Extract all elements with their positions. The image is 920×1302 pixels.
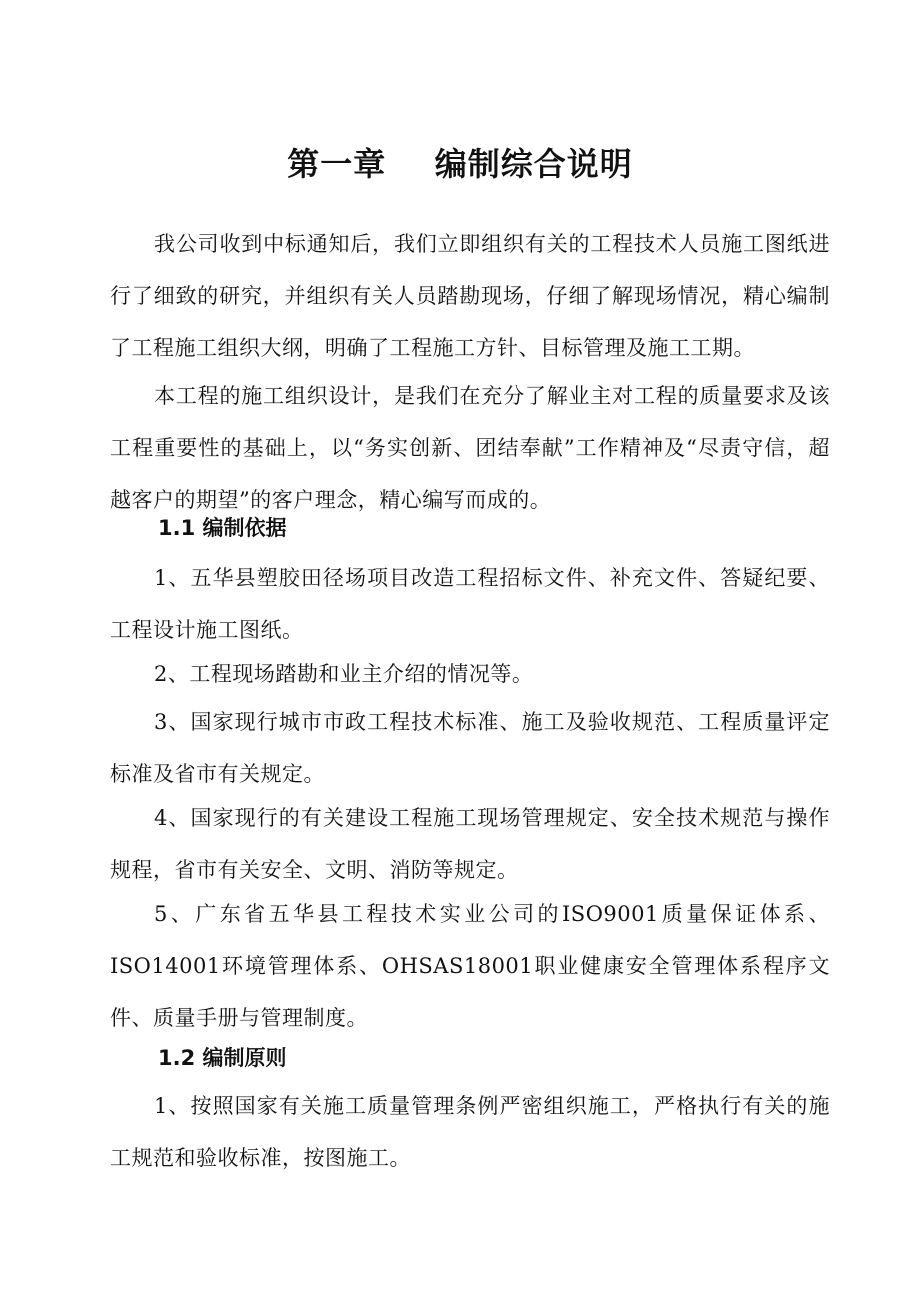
principle-item-1: 1、按照国家有关施工质量管理条例严密组织施工，严格执行有关的施工规范和验收标准，按图施工。 bbox=[110, 1094, 830, 1170]
basis-item-5: 5、广东省五华县工程技术实业公司的ISO9001质量保证体系、ISO14001环境管理体系、OHSAS18001职业健康安全管理体系程序文件、质量手册与管理制度。 bbox=[110, 902, 830, 1030]
basis-item-3: 3、国家现行城市市政工程技术标准、施工及验收规范、工程质量评定标准及省市有关规定。 bbox=[110, 710, 830, 786]
intro-paragraph-2: 本工程的施工组织设计，是我们在充分了解业主对工程的质量要求及该工程重要性的基础上，以“务实创新、团结奉献”工作精神及“尽责守信，超越客户的期望”的客户理念，精心编写而成的。 bbox=[110, 384, 830, 512]
intro-paragraph-1: 我公司收到中标通知后，我们立即组织有关的工程技术人员施工图纸进行了细致的研究，并组织有关人员踏勘现场，仔细了解现场情况，精心编制了工程施工组织大纲，明确了工程施工方针、目标管理及施工工期。 bbox=[110, 232, 830, 360]
section-heading-1-2: 1.2 编制原则 bbox=[158, 1046, 287, 1070]
basis-item-1: 1、五华县塑胶田径场项目改造工程招标文件、补充文件、答疑纪要、工程设计施工图纸。 bbox=[110, 566, 830, 642]
section-heading-1-1: 1.1 编制依据 bbox=[158, 516, 287, 540]
basis-item-2: 2、工程现场踏勘和业主介绍的情况等。 bbox=[154, 662, 534, 686]
chapter-title: 第一章 编制综合说明 bbox=[287, 145, 633, 183]
basis-item-4: 4、国家现行的有关建设工程施工现场管理规定、安全技术规范与操作规程，省市有关安全、文明、消防等规定。 bbox=[110, 806, 830, 882]
